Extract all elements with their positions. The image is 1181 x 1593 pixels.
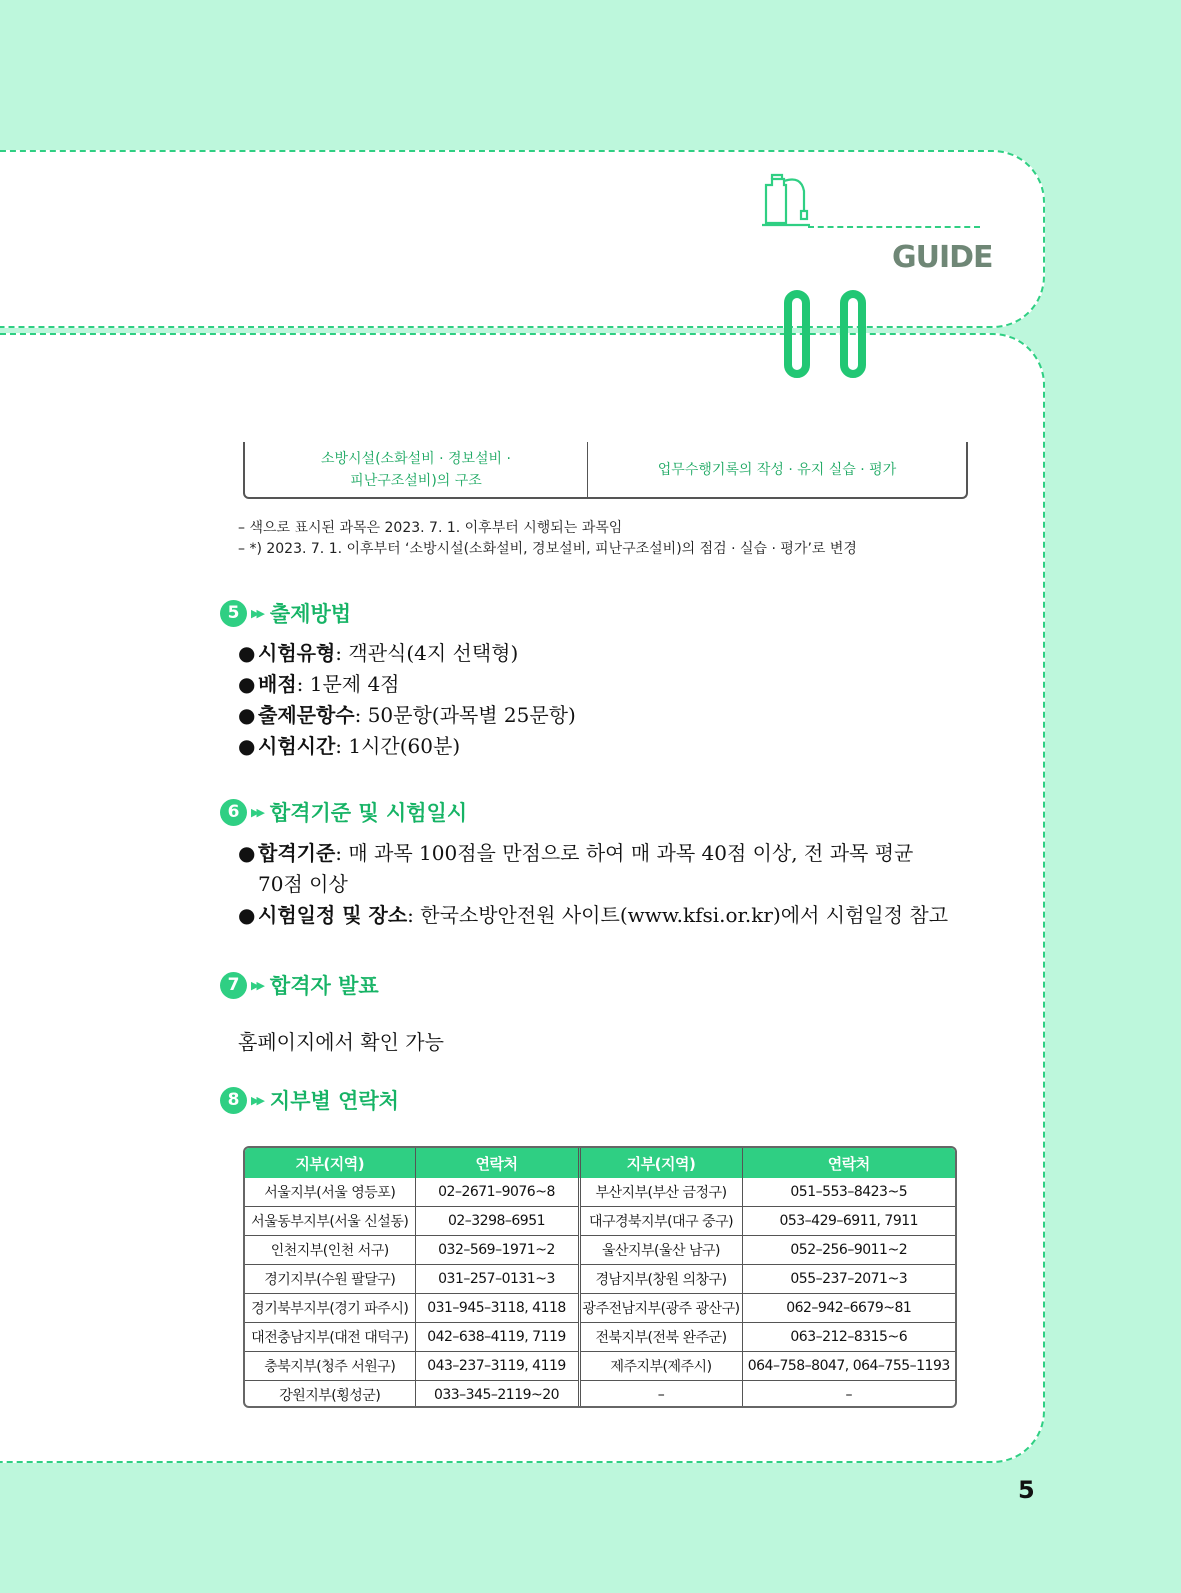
section-number: 5 bbox=[220, 600, 247, 627]
bullet-icon: ● bbox=[238, 841, 256, 865]
list-item: ● 시험일정 및 장소 : 한국소방안전원 사이트(www.kfsi.or.kr)에서 시험일정 참고 bbox=[238, 900, 948, 931]
subject-cell-right: 업무수행기록의 작성 · 유지 실습 · 평가 bbox=[657, 461, 897, 478]
section-number: 8 bbox=[220, 1087, 247, 1114]
method-list bbox=[238, 638, 576, 762]
table-cell: 053–429–6911, 7911 bbox=[742, 1207, 955, 1236]
table-cell: 02–2671–9076~8 bbox=[415, 1178, 579, 1207]
bullet-icon: ● bbox=[238, 672, 256, 696]
table-cell: 031–945–3118, 4118 bbox=[415, 1294, 579, 1323]
table-cell: 경기북부지부(경기 파주시) bbox=[245, 1294, 415, 1323]
note-line: – *) 2023. 7. 1. 이후부터 ‘소방시설(소화설비, 경보설비, 피난구조설비)의 점검 · 실습 · 평가’로 변경 bbox=[238, 541, 857, 557]
bullet-icon: ● bbox=[238, 903, 256, 927]
section-header-6 bbox=[220, 797, 467, 827]
table-cell: 042–638–4119, 7119 bbox=[415, 1323, 579, 1352]
table-row bbox=[245, 1323, 955, 1352]
section-number: 7 bbox=[220, 972, 247, 999]
table-cell: 043–237–3119, 4119 bbox=[415, 1352, 579, 1381]
section-title: 합격기준 및 시험일시 bbox=[269, 801, 468, 825]
table-cell: 경기지부(수원 팔달구) bbox=[245, 1265, 415, 1294]
column-header: 지부(지역) bbox=[579, 1148, 742, 1178]
bullet-icon: ● bbox=[238, 703, 256, 727]
table-row bbox=[245, 1381, 955, 1409]
table-row bbox=[245, 1207, 955, 1236]
page-number: 5 bbox=[1018, 1476, 1035, 1504]
subject-table-fragment bbox=[243, 442, 968, 499]
table-cell: 충북지부(청주 서원구) bbox=[245, 1352, 415, 1381]
table-row bbox=[245, 1265, 955, 1294]
table-cell: 광주전남지부(광주 광산구) bbox=[579, 1294, 742, 1323]
column-header: 연락처 bbox=[742, 1148, 955, 1178]
table-header-row bbox=[245, 1148, 955, 1178]
arrow-icon: ▶▶ bbox=[251, 805, 262, 819]
section-title: 지부별 연락처 bbox=[269, 1089, 399, 1113]
table-cell: 서울지부(서울 영등포) bbox=[245, 1178, 415, 1207]
guide-divider bbox=[808, 226, 980, 228]
table-cell: 064–758–8047, 064–755–1193 bbox=[742, 1352, 955, 1381]
table-cell: 인천지부(인천 서구) bbox=[245, 1236, 415, 1265]
list-item-continuation: 70점 이상 bbox=[258, 872, 348, 896]
table-cell: 부산지부(부산 금정구) bbox=[579, 1178, 742, 1207]
arrow-icon: ▶▶ bbox=[251, 978, 262, 992]
table-cell: 051–553–8423~5 bbox=[742, 1178, 955, 1207]
list-item: ● 합격기준 : 매 과목 100점을 만점으로 하여 매 과목 40점 이상, 전 과목 평균 bbox=[238, 838, 948, 869]
table-cell: 02–3298–6951 bbox=[415, 1207, 579, 1236]
list-item: ● 시험시간 : 1시간(60분) bbox=[238, 731, 576, 762]
list-item: ● 배점 : 1문제 4점 bbox=[238, 669, 576, 700]
contact-table bbox=[243, 1146, 957, 1408]
fire-extinguisher-icon bbox=[762, 171, 812, 229]
subject-cell-left bbox=[245, 442, 588, 497]
table-row bbox=[245, 1178, 955, 1207]
notes bbox=[238, 518, 857, 560]
table-cell: 서울동부지부(서울 신설동) bbox=[245, 1207, 415, 1236]
section-number: 6 bbox=[220, 799, 247, 826]
table-cell: 052–256–9011~2 bbox=[742, 1236, 955, 1265]
list-item: ● 시험유형 : 객관식(4지 선택형) bbox=[238, 638, 576, 669]
section-header-8 bbox=[220, 1085, 399, 1115]
binder-rings-icon bbox=[782, 290, 882, 382]
table-cell: 062–942–6679~81 bbox=[742, 1294, 955, 1323]
column-header: 지부(지역) bbox=[245, 1148, 415, 1178]
table-row bbox=[245, 1352, 955, 1381]
table-cell: 전북지부(전북 완주군) bbox=[579, 1323, 742, 1352]
table-cell: 033–345–2119~20 bbox=[415, 1381, 579, 1409]
table-row bbox=[245, 1236, 955, 1265]
arrow-icon: ▶▶ bbox=[251, 1093, 262, 1107]
note-line: – 색으로 표시된 과목은 2023. 7. 1. 이후부터 시행되는 과목임 bbox=[238, 520, 623, 536]
table-cell: 055–237–2071~3 bbox=[742, 1265, 955, 1294]
section-header-5 bbox=[220, 598, 351, 628]
table-cell: 032–569–1971~2 bbox=[415, 1236, 579, 1265]
column-header: 연락처 bbox=[415, 1148, 579, 1178]
header-tab-card bbox=[0, 150, 1045, 328]
table-cell: 대구경북지부(대구 중구) bbox=[579, 1207, 742, 1236]
table-cell: – bbox=[845, 1387, 852, 1403]
subject-left-line2: 피난구조설비)의 구조 bbox=[350, 472, 482, 489]
subject-left-line1: 소방시설(소화설비 · 경보설비 · bbox=[320, 450, 511, 467]
table-cell: – bbox=[579, 1381, 742, 1409]
table-cell: 063–212–8315~6 bbox=[742, 1323, 955, 1352]
table-cell: 경남지부(창원 의창구) bbox=[579, 1265, 742, 1294]
table-row bbox=[245, 1294, 955, 1323]
table-cell: 강원지부(횡성군) bbox=[245, 1381, 415, 1409]
table-cell: 울산지부(울산 남구) bbox=[579, 1236, 742, 1265]
section-title: 합격자 발표 bbox=[269, 974, 379, 998]
bullet-icon: ● bbox=[238, 734, 256, 758]
top-band bbox=[0, 0, 1181, 150]
table-cell: 대전충남지부(대전 대덕구) bbox=[245, 1323, 415, 1352]
table-cell: 제주지부(제주시) bbox=[579, 1352, 742, 1381]
arrow-icon: ▶▶ bbox=[251, 606, 262, 620]
section-title: 출제방법 bbox=[269, 602, 352, 626]
list-item: ● 출제문항수 : 50문항(과목별 25문항) bbox=[238, 700, 576, 731]
guide-label: GUIDE bbox=[892, 240, 993, 275]
bullet-icon: ● bbox=[238, 641, 256, 665]
table-cell: 031–257–0131~3 bbox=[415, 1265, 579, 1294]
announce-text: 홈페이지에서 확인 가능 bbox=[238, 1030, 444, 1054]
criteria-list bbox=[238, 838, 948, 931]
section-header-7 bbox=[220, 970, 379, 1000]
